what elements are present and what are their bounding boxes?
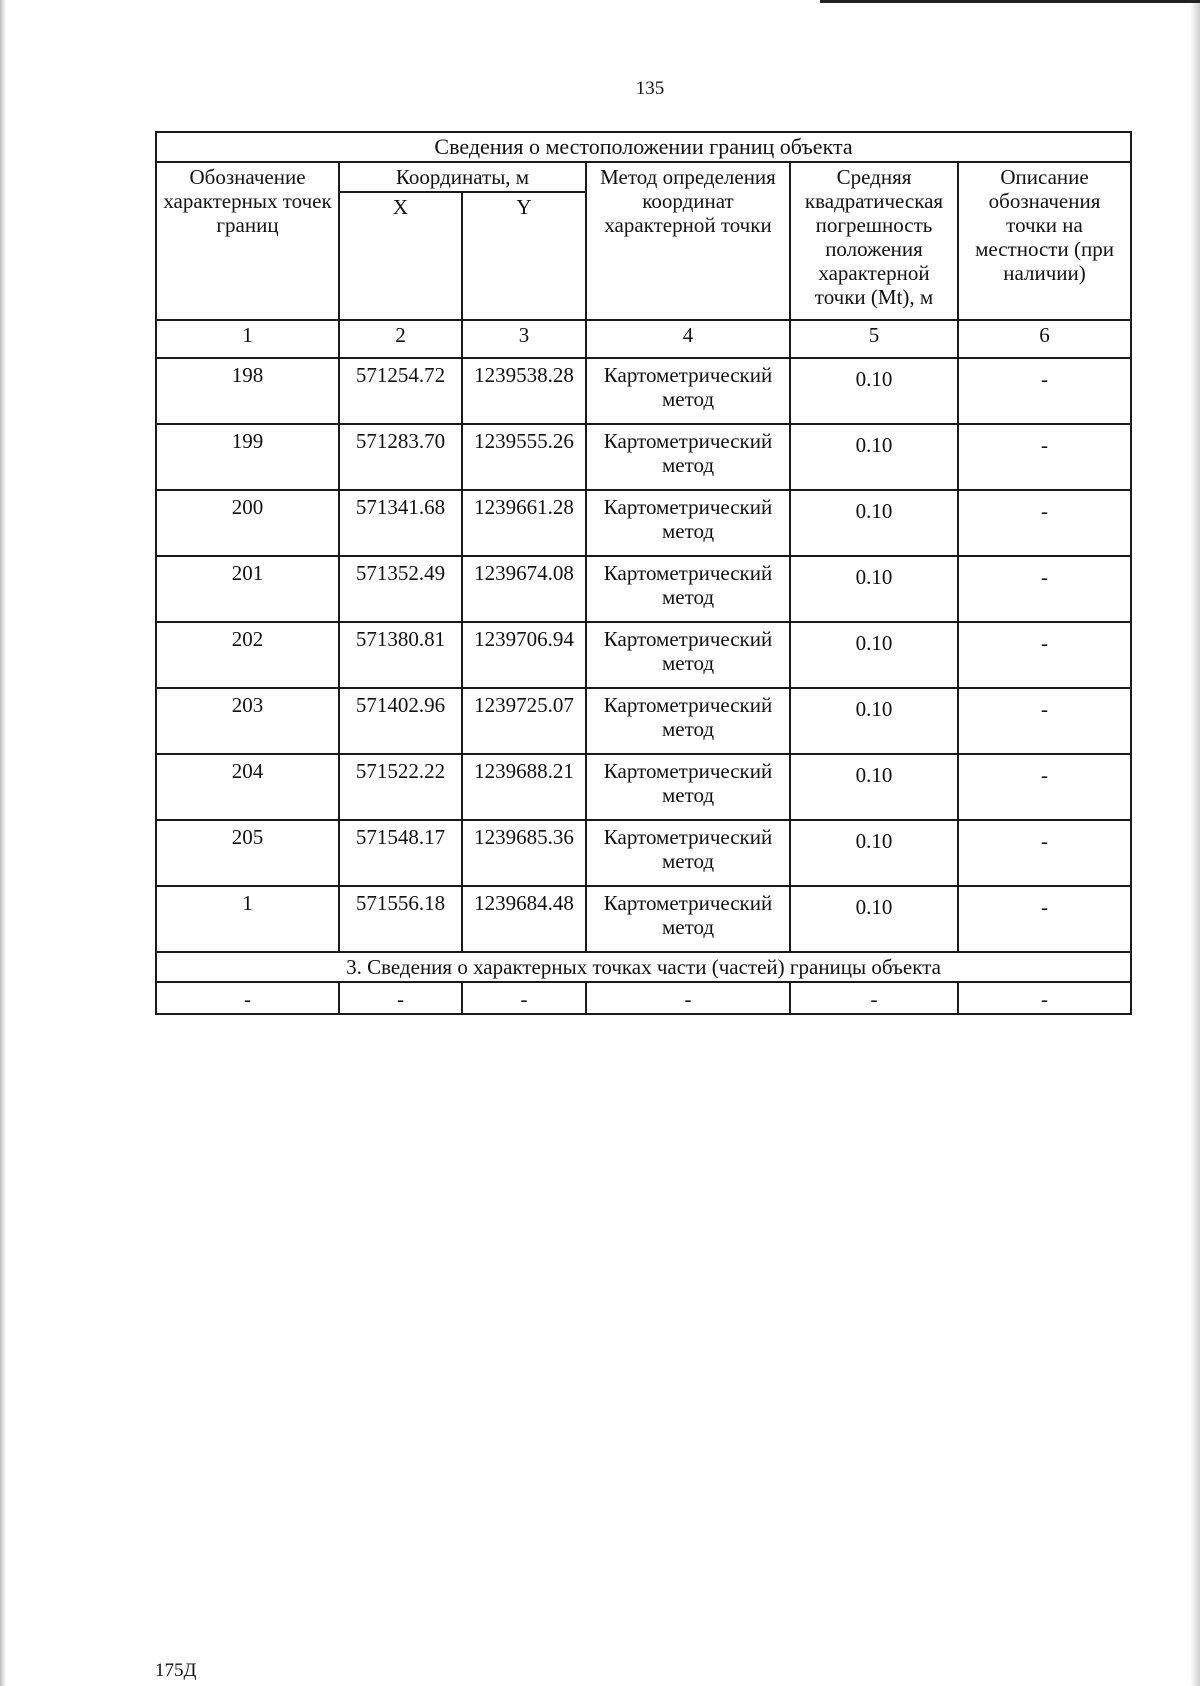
header-method: Метод определения координат характерной точки (586, 162, 790, 320)
column-number: 6 (958, 320, 1131, 358)
section3-cell: - (339, 982, 462, 1014)
section3-cell: - (586, 982, 790, 1014)
point-cell: 199 (156, 424, 339, 490)
description-cell: - (958, 820, 1131, 886)
method-cell: Картометрический метод (586, 622, 790, 688)
y-coord-cell: 1239706.94 (462, 622, 586, 688)
y-coord-cell: 1239674.08 (462, 556, 586, 622)
column-number: 3 (462, 320, 586, 358)
method-cell: Картометрический метод (586, 490, 790, 556)
footer-code: 175Д (155, 1660, 197, 1681)
method-cell: Картометрический метод (586, 358, 790, 424)
description-cell: - (958, 688, 1131, 754)
page-number: 135 (635, 78, 665, 99)
method-cell: Картометрический метод (586, 820, 790, 886)
section3-cell: - (790, 982, 958, 1014)
scan-top-mark (820, 0, 1200, 11)
point-cell: 201 (156, 556, 339, 622)
section3-cell: - (462, 982, 586, 1014)
x-coord-cell: 571522.22 (339, 754, 462, 820)
accuracy-cell: 0.10 (790, 688, 958, 754)
header-accuracy: Средняя квадратическая погрешность положения характерной точки (Mt), м (790, 162, 958, 320)
section3-cell: - (958, 982, 1131, 1014)
point-cell: 205 (156, 820, 339, 886)
method-cell: Картометрический метод (586, 424, 790, 490)
header-description: Описание обозначения точки на местности (при наличии) (958, 162, 1131, 320)
description-cell: - (958, 424, 1131, 490)
accuracy-cell: 0.10 (790, 622, 958, 688)
section3-title-row (156, 952, 1131, 982)
point-cell: 204 (156, 754, 339, 820)
column-number: 1 (156, 320, 339, 358)
x-coord-cell: 571283.70 (339, 424, 462, 490)
scan-edge-right (1190, 0, 1200, 1686)
x-coord-cell: 571254.72 (339, 358, 462, 424)
accuracy-cell: 0.10 (790, 754, 958, 820)
point-cell: 202 (156, 622, 339, 688)
method-cell: Картометрический метод (586, 754, 790, 820)
table-title: Сведения о местоположении границ объекта (156, 132, 1131, 162)
y-coord-cell: 1239685.36 (462, 820, 586, 886)
table-row (156, 820, 1131, 886)
description-cell: - (958, 556, 1131, 622)
description-cell: - (958, 490, 1131, 556)
description-cell: - (958, 886, 1131, 952)
column-number-row (156, 320, 1131, 358)
method-cell: Картометрический метод (586, 556, 790, 622)
x-coord-cell: 571341.68 (339, 490, 462, 556)
y-coord-cell: 1239661.28 (462, 490, 586, 556)
table-row (156, 358, 1131, 424)
y-coord-cell: 1239725.07 (462, 688, 586, 754)
table-row (156, 886, 1131, 952)
point-cell: 200 (156, 490, 339, 556)
accuracy-cell: 0.10 (790, 424, 958, 490)
accuracy-cell: 0.10 (790, 820, 958, 886)
point-cell: 198 (156, 358, 339, 424)
table-row (156, 622, 1131, 688)
point-cell: 203 (156, 688, 339, 754)
table-row (156, 754, 1131, 820)
description-cell: - (958, 754, 1131, 820)
x-coord-cell: 571380.81 (339, 622, 462, 688)
x-coord-cell: 571548.17 (339, 820, 462, 886)
table-row (156, 688, 1131, 754)
header-point: Обозначение характерных точек границ (156, 162, 339, 320)
column-number: 5 (790, 320, 958, 358)
method-cell: Картометрический метод (586, 886, 790, 952)
description-cell: - (958, 622, 1131, 688)
y-coord-cell: 1239538.28 (462, 358, 586, 424)
x-coord-cell: 571352.49 (339, 556, 462, 622)
column-number: 2 (339, 320, 462, 358)
column-number: 4 (586, 320, 790, 358)
table-row (156, 424, 1131, 490)
accuracy-cell: 0.10 (790, 358, 958, 424)
header-y: Y (462, 192, 586, 320)
y-coord-cell: 1239684.48 (462, 886, 586, 952)
accuracy-cell: 0.10 (790, 556, 958, 622)
description-cell: - (958, 358, 1131, 424)
section3-row (156, 982, 1131, 1014)
section3-title: 3. Сведения о характерных точках части (частей) границы объекта (156, 952, 1131, 982)
accuracy-cell: 0.10 (790, 886, 958, 952)
accuracy-cell: 0.10 (790, 490, 958, 556)
section3-cell: - (156, 982, 339, 1014)
table-title-row (156, 132, 1131, 162)
x-coord-cell: 571556.18 (339, 886, 462, 952)
table-row (156, 556, 1131, 622)
point-cell: 1 (156, 886, 339, 952)
header-row-1 (156, 162, 1131, 192)
header-x: X (339, 192, 462, 320)
method-cell: Картометрический метод (586, 688, 790, 754)
scan-edge-left (0, 0, 6, 1686)
y-coord-cell: 1239688.21 (462, 754, 586, 820)
y-coord-cell: 1239555.26 (462, 424, 586, 490)
header-coords: Координаты, м (339, 162, 586, 192)
boundary-coordinates-table (155, 131, 1132, 1015)
table-row (156, 490, 1131, 556)
x-coord-cell: 571402.96 (339, 688, 462, 754)
